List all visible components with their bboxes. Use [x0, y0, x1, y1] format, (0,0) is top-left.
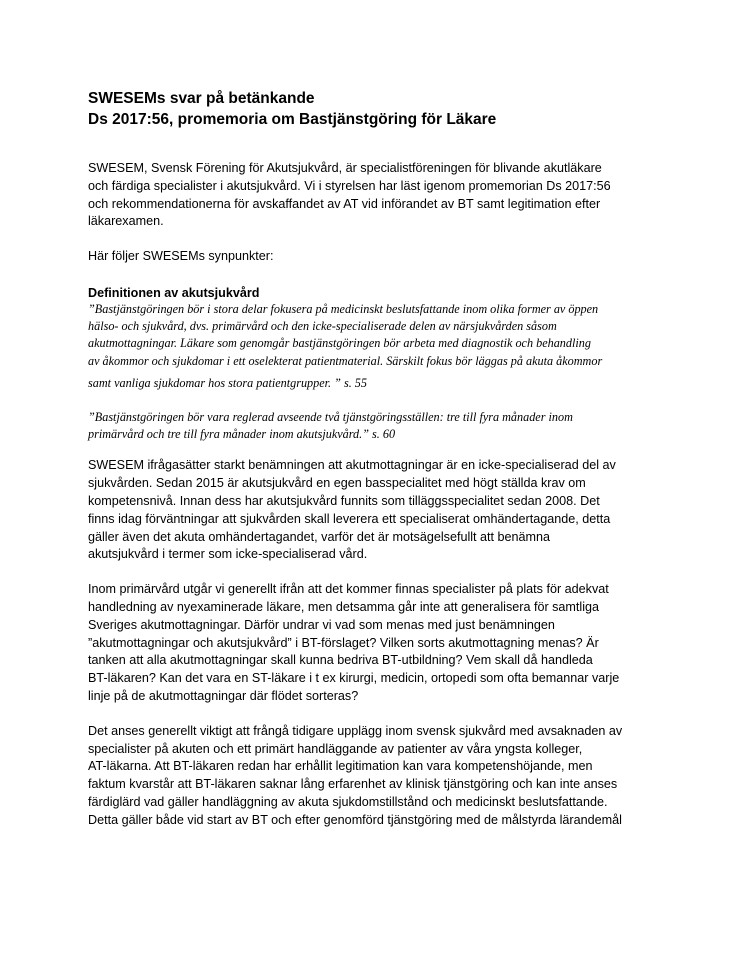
text-line: Det anses generellt viktigt att frångå tidigare upplägg inom svensk sjukvård med avsaknaden av — [88, 723, 623, 738]
text-line: gäller även det akuta omhändertagandet, varför det är motsägelsefullt att benämna — [88, 529, 551, 544]
text-line: SWESEM ifrågasätter starkt benämningen att akutmottagningar är en icke-specialiserad del av — [88, 458, 616, 473]
text-line: linje på de akutmottagningar där flödet sorteras? — [88, 688, 359, 703]
text-line: tanken att alla akutmottagningar skall kunna bedriva BT-utbildning? Vem skall då handleda — [88, 653, 593, 668]
paragraph-1 — [88, 457, 668, 564]
text-line: specialister på akuten och ett primärt handläggande av patienter av våra yngsta kolleger, — [88, 741, 583, 756]
text-line: handledning av nyexaminerade läkare, men detsamma går inte att generalisera för samtliga — [88, 599, 600, 614]
title-line: Ds 2017:56, promemoria om Bastjänstgöring för Läkare — [88, 111, 497, 128]
text-line: läkarexamen. — [88, 214, 164, 229]
synpunkter-line: Här följer SWESEMs synpunkter: — [88, 249, 274, 264]
text-line: Sveriges akutmottagningar. Därför undrar vi vad som menas med just benämningen — [88, 617, 555, 632]
quote-2 — [88, 409, 668, 443]
quote-1 — [88, 301, 668, 392]
text-line: BT-läkaren? Kan det vara en ST-läkare i t ex kirurgi, medicin, ortopedi som ofta bemannar varje — [88, 671, 620, 686]
paragraph-2 — [88, 581, 668, 706]
text-line: Inom primärvård utgår vi generellt ifrån att det kommer finnas specialister på plats för adekvat — [88, 582, 609, 597]
text-line: SWESEM, Svensk Förening för Akutsjukvård, är specialistföreningen för blivande akutläkare — [88, 161, 602, 175]
quote-line: ”Bastjänstgöringen bör i stora delar fokusera på medicinskt beslutsfattande inom olika former av öppen — [88, 301, 599, 316]
title-line: SWESEMs svar på betänkande — [88, 90, 315, 107]
text-line: kompetensnivå. Innan dess har akutsjukvård funnits som tilläggsspecialitet sedan 2008. Det — [88, 494, 600, 508]
document-content — [88, 88, 668, 830]
quote-line: primärvård och tre till fyra månader inom akutsjukvård.” s. 60 — [88, 427, 396, 442]
text-line: färdiglärd vad gäller handläggning av akuta sjukdomstillstånd och medicinskt beslutsfattande. — [88, 794, 608, 809]
text-line: Detta gäller både vid start av BT och efter genomförd tjänstgöring med de målstyrda lärandemål — [88, 812, 622, 827]
document-title — [88, 88, 668, 130]
paragraph-3 — [88, 723, 668, 830]
section-heading: Definitionen av akutsjukvård — [88, 285, 260, 300]
text-line: och rekommendationerna för avskaffandet av AT vid införandet av BT samt legitimation efter — [88, 196, 601, 211]
quote-line: hälso- och sjukvård, dvs. primärvård och den icke-specialiserade delen av närsjukvården såsom — [88, 319, 557, 334]
text-line: akutsjukvård i termer som icke-specialiserad vård. — [88, 547, 368, 562]
quote-line: akutmottagningar. Läkare som genomgår bastjänstgöringen bör arbeta med diagnostik och behandling — [88, 336, 591, 351]
text-line: faktum kvarstår att BT-läkaren saknar lång erfarenhet av klinisk tjänstgöring och kan inte anses — [88, 777, 618, 792]
text-line: finns idag förväntningar att sjukvården skall leverera ett specialiserat omhändertagande, detta — [88, 511, 611, 526]
quote-line: av åkommor och sjukdomar i ett oselekterat patientmaterial. Särskilt fokus bör läggas på akuta åkommor — [88, 353, 603, 368]
quote-line: ”Bastjänstgöringen bör vara reglerad avseende två tjänstgöringsställen: tre till fyra månader inom — [88, 410, 573, 424]
text-line: och färdiga specialister i akutsjukvård. Vi i styrelsen har läst igenom promemorian Ds 2017:56 — [88, 178, 611, 193]
intro-paragraph — [88, 160, 668, 231]
text-line: AT-läkarna. Att BT-läkaren redan har erhållit legitimation kan vara kompetenshöjande, men — [88, 759, 593, 774]
quote-line: samt vanliga sjukdomar hos stora patientgrupper. ” s. 55 — [88, 375, 367, 390]
text-line: ”akutmottagningar och akutsjukvård” i BT-förslaget? Vilken sorts akutmottagning menas? Är — [88, 635, 599, 650]
text-line: sjukvården. Sedan 2015 är akutsjukvård en egen basspecialitet med högt ställda krav om — [88, 476, 586, 491]
